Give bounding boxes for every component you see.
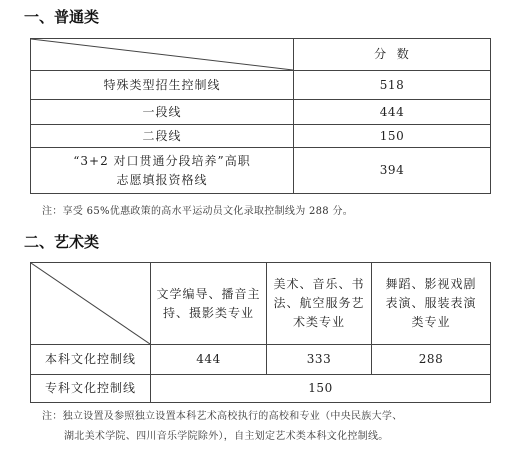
row-label: 专科文化控制线 <box>31 375 151 403</box>
score-header: 分 数 <box>294 39 491 71</box>
column-header-line: 类专业 <box>411 315 451 329</box>
row-value: 518 <box>294 71 491 100</box>
table-row <box>31 148 491 194</box>
row-label: 一段线 <box>31 100 294 125</box>
column-header <box>267 263 372 345</box>
section-1-title: 一、普通类 <box>24 8 100 26</box>
row-label: 本科文化控制线 <box>31 345 151 375</box>
row-value: 333 <box>267 345 372 375</box>
section-2-title: 二、艺术类 <box>24 233 100 251</box>
column-header <box>372 263 491 345</box>
column-header-line: 法、航空服务艺 <box>273 296 365 310</box>
diagonal-line <box>31 263 150 344</box>
row-label-line-2: 志愿填报资格线 <box>116 172 208 187</box>
row-value: 288 <box>372 345 491 375</box>
row-label <box>31 148 294 194</box>
row-label-line-1: “3+2 对口贯通分段培养”高职 <box>73 153 251 168</box>
table-row <box>31 100 491 125</box>
table-header-row <box>31 39 491 71</box>
row-value: 150 <box>294 125 491 148</box>
table-row <box>31 375 491 403</box>
row-label: 特殊类型招生控制线 <box>31 71 294 100</box>
section-2-note-line-2: 湖北美术学院、四川音乐学院除外），自主划定艺术类本科文化控制线。 <box>64 431 389 442</box>
diagonal-header-cell <box>31 263 151 345</box>
row-label: 二段线 <box>31 125 294 148</box>
section-1-note: 注：享受 65%优惠政策的高水平运动员文化录取控制线为 288 分。 <box>42 206 354 217</box>
row-value: 394 <box>294 148 491 194</box>
column-header-line: 美术、音乐、书 <box>273 277 365 291</box>
table-header-row <box>31 263 491 345</box>
column-header-line: 表演、服装表演 <box>385 296 477 310</box>
diagonal-line <box>31 39 293 70</box>
column-header-line: 术类专业 <box>292 315 345 329</box>
diagonal-header-cell <box>31 39 294 71</box>
table-row <box>31 71 491 100</box>
row-value: 444 <box>294 100 491 125</box>
art-category-table <box>30 262 491 403</box>
column-header-line: 舞蹈、影视戏剧 <box>385 277 477 291</box>
table-row <box>31 125 491 148</box>
column-header-line: 文学编导、播音主 <box>156 286 261 301</box>
row-value: 444 <box>151 345 267 375</box>
column-header <box>151 263 267 345</box>
general-category-table <box>30 38 491 194</box>
section-2-note-line-1: 注：独立设置及参照独立设置本科艺术高校执行的高校和专业（中央民族大学、 <box>42 411 403 422</box>
column-header-line: 持、摄影类专业 <box>162 305 254 320</box>
row-value: 150 <box>151 375 491 403</box>
table-row <box>31 345 491 375</box>
